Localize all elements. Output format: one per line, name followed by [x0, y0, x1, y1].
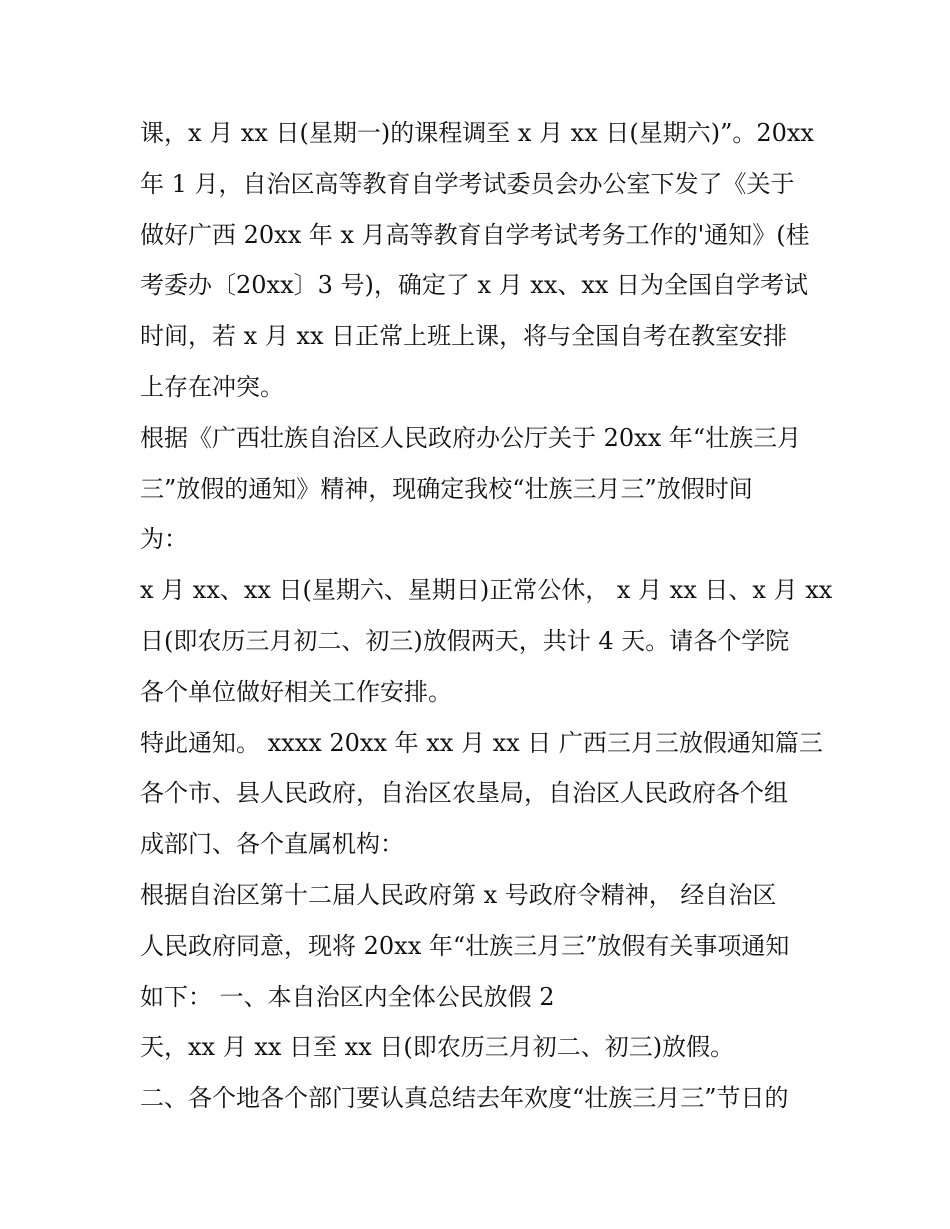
text-line: 成部门、各个直属机构：: [140, 830, 404, 859]
text-line: 天，xx 月 xx 日至 xx 日(即农历三月初二、初三)放假。: [140, 1033, 735, 1062]
document-body: [140, 108, 833, 1124]
text-line: 课，x 月 xx 日(星期一)的课程调至 x 月 xx 日(星期六)”。20xx: [140, 119, 814, 147]
text-line: 年 1 月，自治区高等教育自学考试委员会办公室下发了《关于: [140, 169, 795, 198]
text-line: 根据《广西壮族自治区人民政府办公厅关于 20xx 年“壮族三月: [140, 423, 802, 452]
text-line: 时间，若 x 月 xx 日正常上班上课，将与全国自考在教室安排: [140, 322, 788, 351]
text-line: 如下： 一、本自治区内全体公民放假 2: [140, 982, 555, 1011]
text-line: 上存在冲突。: [140, 372, 284, 401]
text-line: 二、各个地各个部门要认真总结去年欢度“壮族三月三”节日的: [140, 1084, 789, 1113]
text-line: 特此通知。 xxxx 20xx 年 xx 月 xx 日 广西三月三放假通知篇三: [140, 728, 823, 757]
text-line: 做好广西 20xx 年 x 月高等教育自学考试考务工作的'通知》(桂: [140, 220, 810, 249]
text-line: 为：: [140, 525, 188, 554]
text-line: 各个单位做好相关工作安排。: [140, 677, 452, 706]
text-line: 考委办〔20xx〕3 号)，确定了 x 月 xx、xx 日为全国自学考试: [140, 271, 809, 300]
text-line: 人民政府同意，现将 20xx 年“壮族三月三”放假有关事项通知: [140, 931, 790, 960]
text-line: x 月 xx、xx 日(星期六、星期日)正常公休， x 月 xx 日、x 月 xx: [140, 576, 833, 605]
text-line: 三”放假的通知》精神，现确定我校“壮族三月三”放假时间: [140, 474, 753, 503]
text-line: 各个市、县人民政府，自治区农垦局，自治区人民政府各个组: [140, 779, 788, 808]
text-line: 日(即农历三月初二、初三)放假两天，共计 4 天。请各个学院: [140, 626, 790, 655]
text-line: 根据自治区第十二届人民政府第 x 号政府令精神， 经自治区: [140, 880, 777, 909]
